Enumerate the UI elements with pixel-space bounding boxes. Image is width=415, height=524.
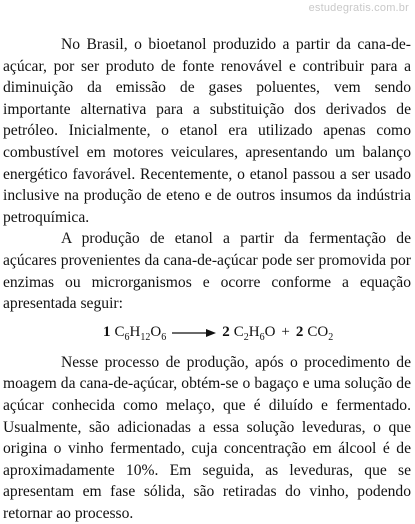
paragraph-1: No Brasil, o bioetanol produzido a partir da cana-de-açúcar, por ser produto de fonte renovável e contribuir para a diminuição da emissão de gases poluentes, vem sendo importante alternativa para a substituição dos derivados de petróleo. Inicialmente, o etanol era utilizado apenas como combustível em motores veiculares, apresentando um balanço energético favorável. Recentemente, o etanol passou a ser usado inclusive na produção de eteno e de outros insumos da indústria petroquímica. (3, 36, 411, 226)
paragraph-2: A produção de etanol a partir da fermentação de açúcares provenientes da cana-de-açúcar pode ser promovida por enzimas ou microrganismos e ocorre conforme a equação apresentada seguir: (3, 230, 411, 313)
document-body (3, 34, 411, 524)
paragraph-3: Nesse processo de produção, após o procedimento de moagem da cana-de-açúcar, obtém-se o bagaço e uma solução de açúcar conhecida como melaço, que é diluído e fermentado. Usualmente, são adicionadas a essa solução leveduras, o que origina o vinho fermentado, cuja concentração em álcool é de aproximadamente 10%. Em seguida, as leveduras, que se apresentam em fase sólida, são retiradas do vinho, podendo retornar ao processo. (3, 353, 411, 522)
product1-coefficient: 2 (222, 323, 230, 340)
chemical-equation (3, 317, 411, 349)
reaction-arrow-icon (172, 328, 216, 338)
reactant-formula: $C_6H_{12}O_6$ (114, 323, 167, 343)
product2-formula: $CO_2$ (307, 323, 334, 343)
product1-formula: $C_2H_6O$ (233, 323, 276, 343)
reactant-coefficient: 1 (103, 323, 111, 340)
plus-sign: + (281, 323, 290, 340)
watermark: estudegratis.com.br (308, 2, 409, 14)
product2-coefficient: 2 (295, 323, 304, 340)
